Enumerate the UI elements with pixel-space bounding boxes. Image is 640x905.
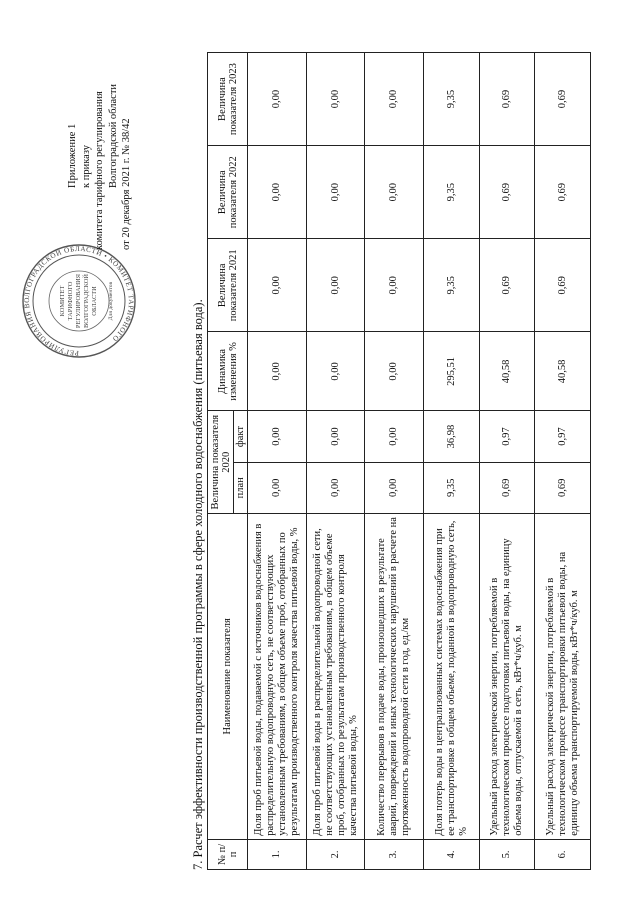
seal-inner-line: ОБЛАСТИ xyxy=(91,286,98,316)
row-2022: 0,00 xyxy=(248,146,307,239)
seal-inner-line: РЕГУЛИРОВАНИЯ xyxy=(75,273,82,329)
row-dynamics: 40,58 xyxy=(535,332,591,411)
table-row xyxy=(307,53,365,870)
table-row xyxy=(480,53,535,870)
row-2023: 0,00 xyxy=(307,53,365,146)
row-2022: 0,69 xyxy=(480,146,535,239)
row-2021: 0,69 xyxy=(535,239,591,332)
row-2022: 0,00 xyxy=(307,146,365,239)
col-header-dynamics: Динамика изменения % xyxy=(208,332,248,411)
row-2021: 0,00 xyxy=(307,239,365,332)
appendix-date: от 20 декабря 2021 г. № 38/42 xyxy=(121,118,132,250)
row-2021: 0,00 xyxy=(248,239,307,332)
row-2022: 0,00 xyxy=(365,146,424,239)
seal-inner-line: ТАРИФНОГО xyxy=(67,281,74,321)
row-2023: 0,00 xyxy=(248,53,307,146)
row-num: 2. xyxy=(307,839,365,869)
row-dynamics: 0,00 xyxy=(307,332,365,411)
seal-bottom-text: Для документов xyxy=(108,281,114,321)
row-name: Удельный расход электрической энергии, потребляемой в технологическом процессе транспортировки питьевой воды, на единицу объема транспортируемой воды, кВт*ч/куб. м xyxy=(535,513,591,839)
row-plan: 0,00 xyxy=(365,462,424,513)
row-2023: 9,35 xyxy=(424,53,480,146)
seal-outer-text: РЕГУЛИРОВАНИЯ ВОЛГОГРАДСКОЙ ОБЛАСТИ • КОМИТЕТ ТАРИФНОГО xyxy=(22,244,136,358)
row-plan: 0,00 xyxy=(248,462,307,513)
seal-inner-line: КОМИТЕТ xyxy=(59,285,66,317)
row-num: 5. xyxy=(480,839,535,869)
row-fact: 0,00 xyxy=(307,411,365,462)
rotated-content xyxy=(0,45,640,880)
row-plan: 0,69 xyxy=(535,462,591,513)
row-plan: 0,00 xyxy=(307,462,365,513)
col-header-2020: Величина показателя 2020 xyxy=(208,411,234,513)
efficiency-table xyxy=(207,52,591,870)
row-fact: 36,98 xyxy=(424,411,480,462)
row-2022: 0,69 xyxy=(535,146,591,239)
row-dynamics: 40,58 xyxy=(480,332,535,411)
row-2021: 0,00 xyxy=(365,239,424,332)
row-fact: 0,97 xyxy=(535,411,591,462)
row-2021: 0,69 xyxy=(480,239,535,332)
table-row xyxy=(535,53,591,870)
row-dynamics: 0,00 xyxy=(248,332,307,411)
table-row xyxy=(248,53,307,870)
col-header-num: № п/п xyxy=(208,839,248,869)
col-header-2023: Величина показателя 2023 xyxy=(208,53,248,146)
row-name: Доля потерь воды в централизованных системах водоснабжения при ее транспортировке в общем объеме, поданной в водопроводную сеть, % xyxy=(424,513,480,839)
row-fact: 0,97 xyxy=(480,411,535,462)
col-header-name: Наименование показателя xyxy=(208,513,248,839)
col-header-2022: Величина показателя 2022 xyxy=(208,146,248,239)
appendix-line: к приказу xyxy=(80,145,92,188)
appendix-label: Приложение 1 xyxy=(67,123,78,188)
seal-inner-line: ВОЛГОГРАДСКОЙ xyxy=(83,273,90,329)
row-num: 1. xyxy=(248,839,307,869)
table-row xyxy=(365,53,424,870)
row-2022: 9,35 xyxy=(424,146,480,239)
row-dynamics: 0,00 xyxy=(365,332,424,411)
row-num: 6. xyxy=(535,839,591,869)
row-name: Доля проб питьевой воды в распределительной водопроводной сети, не соответствующих установленным требованиям, в общем объеме проб, отобранных по результатам производственного контроля качества питьевой воды, % xyxy=(307,513,365,839)
row-2023: 0,00 xyxy=(365,53,424,146)
col-header-fact: факт xyxy=(234,411,248,462)
col-header-2021: Величина показателя 2021 xyxy=(208,239,248,332)
appendix-header xyxy=(66,50,134,250)
appendix-line: Волгоградской области xyxy=(107,83,119,188)
row-fact: 0,00 xyxy=(365,411,424,462)
row-name: Удельный расход электрической энергии, потребляемой в технологическом процессе подготовки питьевой воды, на единицу объема воды, отпускаемой в сеть, кВт*ч/куб. м xyxy=(480,513,535,839)
row-name: Доля проб питьевой воды, подаваемой с источников водоснабжения в распределительную водопроводную сеть, не соответствующих установленным требованиям, в общем объеме проб, отобранных по результатам производственного контроля качества питьевой воды, % xyxy=(248,513,307,839)
row-fact: 0,00 xyxy=(248,411,307,462)
row-name: Количество перерывов в подаче воды, произошедших в результате аварий, повреждений и иных технологических нарушений в расчете на протяженность водопроводной сети в год, ед./км xyxy=(365,513,424,839)
official-seal xyxy=(20,242,138,360)
col-header-plan: план xyxy=(234,462,248,513)
row-num: 3. xyxy=(365,839,424,869)
row-plan: 9,35 xyxy=(424,462,480,513)
row-dynamics: 295,51 xyxy=(424,332,480,411)
row-2023: 0,69 xyxy=(480,53,535,146)
table-row xyxy=(424,53,480,870)
row-2021: 9,35 xyxy=(424,239,480,332)
section-heading: 7. Расчет эффективности производственной программы в сфере холодного водоснабжения (питьевая вода). xyxy=(191,299,205,870)
seal-graphic xyxy=(20,242,138,360)
appendix-line: комитета тарифного регулирования xyxy=(94,91,105,250)
row-plan: 0,69 xyxy=(480,462,535,513)
row-num: 4. xyxy=(424,839,480,869)
row-2023: 0,69 xyxy=(535,53,591,146)
